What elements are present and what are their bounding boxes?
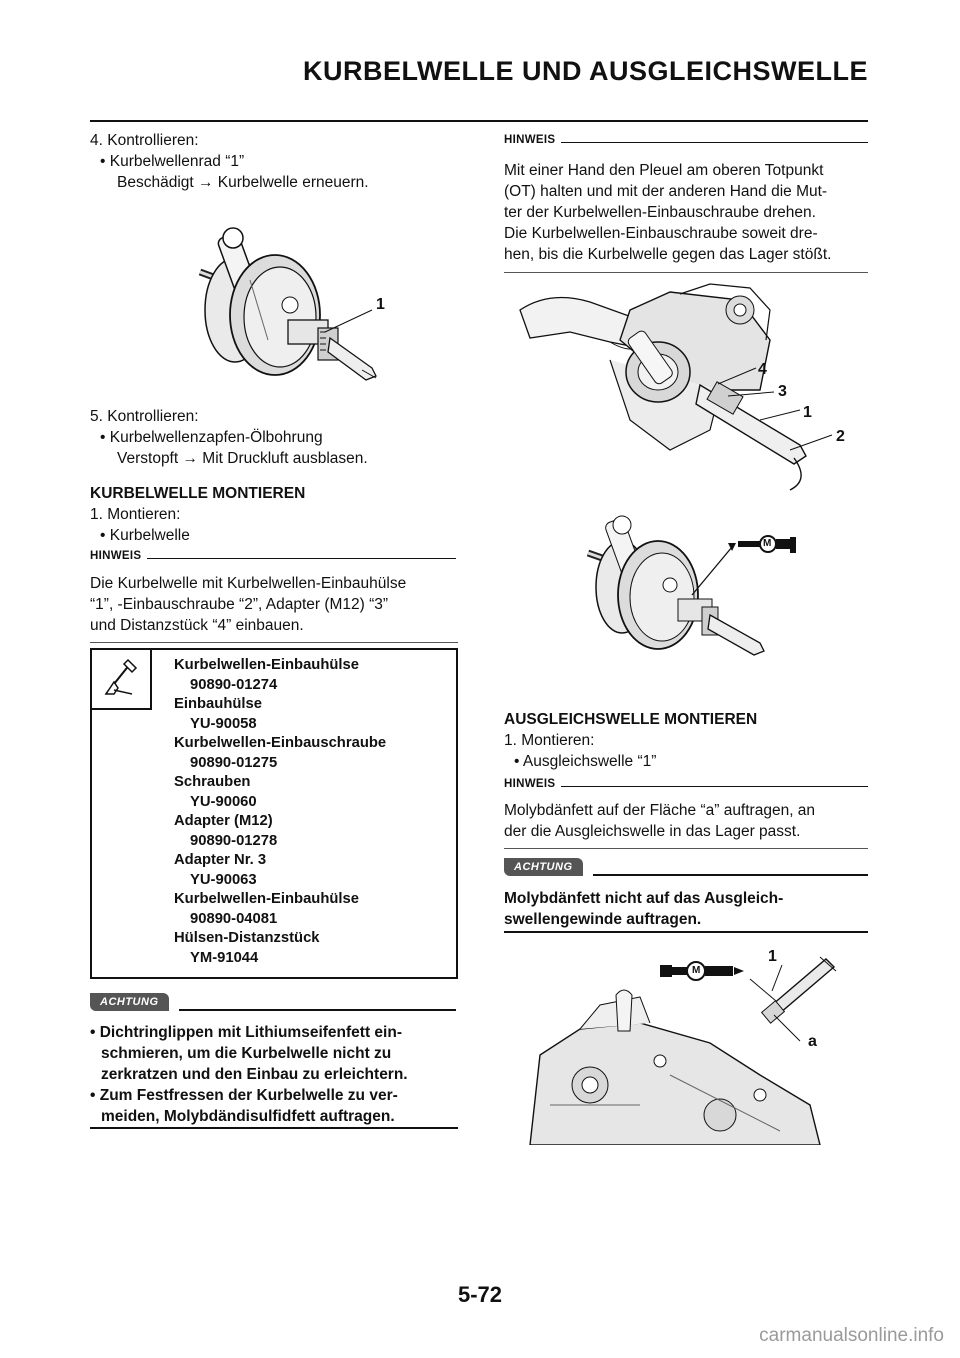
tool-name: Kurbelwellen-Einbauschraube (174, 735, 387, 751)
section-step: 1. Montieren: (504, 732, 595, 749)
tool-name: Adapter Nr. 3 (174, 852, 267, 868)
hinweis-right-2 (504, 778, 868, 790)
step-4-item: • Kurbelwellenrad “1” (100, 153, 245, 170)
fig2-label-4: 4 (758, 361, 767, 378)
tool-number: 90890-01274 (190, 676, 278, 693)
tool-name: Hülsen-Distanzstück (174, 930, 320, 946)
fig2-label-2: 2 (836, 428, 845, 445)
fig2-label-1: 1 (803, 404, 812, 421)
step-4-result: Beschädigt → Kurbelwelle erneuern. (117, 174, 369, 191)
hinweis-line: Die Kurbelwelle mit Kurbelwellen-Einbauhülse (90, 575, 407, 592)
tool-number: YU-90058 (190, 715, 257, 732)
hinweis-label: HINWEIS (90, 550, 142, 562)
tool-list (174, 656, 386, 968)
hinweis-left (90, 550, 456, 562)
hinweis-line: Molybdänfett auf der Fläche “a” auftragen, an (504, 802, 816, 819)
fig4-label-a: a (808, 1033, 817, 1050)
hinweis-line: Mit einer Hand den Pleuel am oberen Totpunkt (504, 162, 824, 179)
crankshaft-installation-figure (510, 280, 860, 495)
tool-number: YU-90060 (190, 793, 257, 810)
section-item: • Ausgleichswelle “1” (514, 753, 657, 770)
achtung-badge: ACHTUNG (90, 993, 169, 1011)
step-5-result: Verstopft → Mit Druckluft ausblasen. (117, 450, 368, 467)
section-heading: AUSGLEICHSWELLE MONTIEREN (504, 711, 758, 728)
achtung-left-text (90, 1022, 408, 1127)
tool-number: YU-90063 (190, 871, 257, 888)
hinweis-left-text (90, 573, 406, 636)
tool-number: YM-91044 (190, 949, 259, 966)
tool-number: 90890-04081 (190, 910, 278, 927)
section-item: • Kurbelwelle (100, 527, 190, 544)
hinweis-line: Die Kurbelwellen-Einbauschraube soweit dre- (504, 225, 818, 242)
step-4-heading: 4. Kontrollieren: (90, 132, 199, 149)
hinweis-label: HINWEIS (504, 778, 556, 790)
crankshaft-grease-figure (570, 515, 810, 665)
achtung-right-text (504, 888, 783, 930)
achtung-line: • Dichtringlippen mit Lithiumseifenfett ein- (90, 1024, 402, 1041)
moly-grease-symbol-m: M (692, 965, 701, 976)
wrench-icon (92, 650, 150, 708)
step-5-heading: 5. Kontrollieren: (90, 408, 199, 425)
hinweis-right-text (504, 160, 831, 265)
achtung-line: Molybdänfett nicht auf das Ausgleich- (504, 890, 784, 907)
section-ausgleichswelle (504, 709, 757, 772)
special-tools-box (90, 648, 458, 979)
achtung-line: zerkratzen und den Einbau zu erleichtern. (101, 1066, 408, 1083)
achtung-line: • Zum Festfressen der Kurbelwelle zu ver- (90, 1087, 398, 1104)
hinweis-line: der die Ausgleichswelle in das Lager passt. (504, 823, 801, 840)
fig2-label-3: 3 (778, 383, 787, 400)
section-heading: KURBELWELLE MONTIEREN (90, 485, 306, 502)
step-4 (90, 130, 369, 193)
hinweis-line: und Distanzstück “4” einbauen. (90, 617, 304, 634)
hinweis-line: hen, bis die Kurbelwelle gegen das Lager stößt. (504, 246, 832, 263)
page-number: 5-72 (457, 1282, 503, 1307)
step-5-item: • Kurbelwellenzapfen-Ölbohrung (100, 429, 323, 446)
watermark: carmanualsonline.info (759, 1325, 944, 1346)
fig1-label-1: 1 (376, 296, 385, 313)
achtung-badge: ACHTUNG (504, 858, 583, 876)
balancer-shaft-figure (520, 945, 850, 1145)
achtung-line: meiden, Molybdändisulfidfett auftragen. (101, 1108, 395, 1125)
achtung-line: schmieren, um die Kurbelwelle nicht zu (101, 1045, 392, 1062)
section-step: 1. Montieren: (90, 506, 181, 523)
hinweis-label: HINWEIS (504, 134, 556, 146)
tool-name: Einbauhülse (174, 696, 262, 712)
hinweis-line: ter der Kurbelwellen-Einbauschraube drehen. (504, 204, 816, 221)
hinweis-line: (OT) halten und mit der anderen Hand die Mut- (504, 183, 828, 200)
achtung-left (90, 993, 456, 1011)
moly-grease-symbol-m: M (763, 538, 772, 549)
tool-name: Adapter (M12) (174, 813, 273, 829)
fig4-label-1: 1 (768, 948, 777, 965)
section-kurbelwelle (90, 483, 305, 546)
step-5 (90, 406, 368, 469)
hinweis-right-2-text (504, 800, 815, 842)
tool-icon-cell (92, 650, 152, 710)
tool-name: Schrauben (174, 774, 251, 790)
tool-name: Kurbelwellen-Einbauhülse (174, 891, 359, 907)
title-rule (90, 120, 868, 122)
tool-number: 90890-01278 (190, 832, 278, 849)
achtung-line: swellengewinde auftragen. (504, 911, 702, 928)
tool-number: 90890-01275 (190, 754, 278, 771)
achtung-right (504, 858, 868, 876)
hinweis-right (504, 134, 868, 146)
page-title: KURBELWELLE UND AUSGLEICHSWELLE (303, 56, 868, 86)
hinweis-line: “1”, -Einbauschraube “2”, Adapter (M12) “3” (90, 596, 389, 613)
tool-name: Kurbelwellen-Einbauhülse (174, 657, 359, 673)
